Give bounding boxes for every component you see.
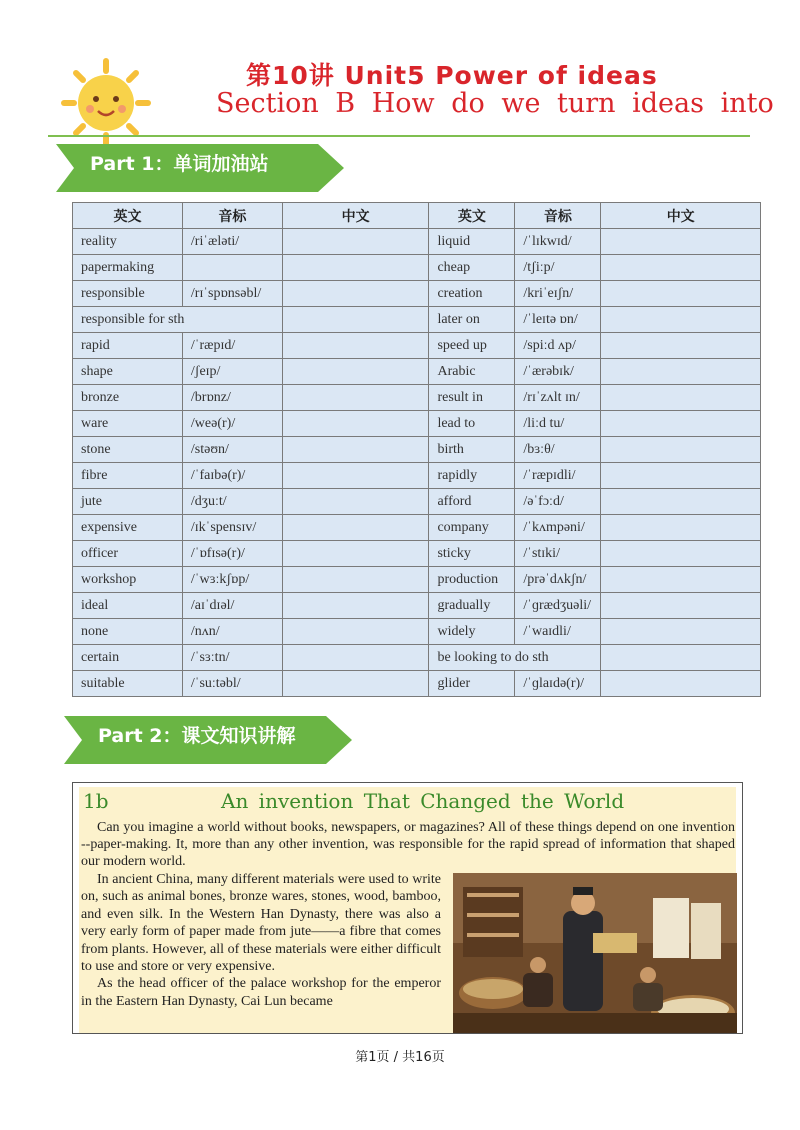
chinese-cell xyxy=(282,307,429,333)
chinese-cell xyxy=(601,411,761,437)
phonetic-cell: /kriˈeɪʃn/ xyxy=(515,281,601,307)
chinese-cell xyxy=(282,645,429,671)
word-cell: stone xyxy=(73,437,183,463)
table-row xyxy=(73,645,761,671)
word-cell: responsible xyxy=(73,281,183,307)
reading-passage xyxy=(72,782,743,1034)
phonetic-cell: /ˈwɜːkʃɒp/ xyxy=(182,567,282,593)
chinese-cell xyxy=(282,255,429,281)
word-cell: widely xyxy=(429,619,515,645)
word-cell: company xyxy=(429,515,515,541)
word-cell: birth xyxy=(429,437,515,463)
chinese-cell xyxy=(282,359,429,385)
phonetic-cell: /ˈræpɪd/ xyxy=(182,333,282,359)
phonetic-cell: /ˈwaɪdli/ xyxy=(515,619,601,645)
word-cell: certain xyxy=(73,645,183,671)
chinese-cell xyxy=(601,307,761,333)
chinese-cell xyxy=(282,463,429,489)
table-row xyxy=(73,229,761,255)
chinese-cell xyxy=(282,489,429,515)
chinese-cell xyxy=(282,593,429,619)
chinese-cell xyxy=(601,359,761,385)
word-cell: rapid xyxy=(73,333,183,359)
chinese-cell xyxy=(282,671,429,697)
chinese-cell xyxy=(601,229,761,255)
word-cell: rapidly xyxy=(429,463,515,489)
table-row xyxy=(73,385,761,411)
phonetic-cell: /brɒnz/ xyxy=(182,385,282,411)
chinese-cell xyxy=(601,567,761,593)
table-row xyxy=(73,671,761,697)
paragraph-2: In ancient China, many different materials were used to write on, such as animal bones, bronze wares, stones, wood, bamboo, and even silk. In the Western Han Dynasty, there was also a very early form of paper made from jute——a fibre that comes from plants. However, all of these materials were either difficult to use and store or very expensive. xyxy=(81,872,441,975)
word-cell: speed up xyxy=(429,333,515,359)
part2-banner xyxy=(64,716,354,764)
phonetic-cell: /əˈfɔːd/ xyxy=(515,489,601,515)
chinese-cell xyxy=(601,489,761,515)
word-cell: lead to xyxy=(429,411,515,437)
paragraph-1: Can you imagine a world without books, newspapers, or magazines? All of these things depend on one invention --paper-making. It, more than any other invention, was responsible for the rapid spread of information that shaped our modern world. xyxy=(81,820,735,869)
table-row xyxy=(73,359,761,385)
word-cell: suitable xyxy=(73,671,183,697)
header-phonetic: 音标 xyxy=(515,203,601,229)
phonetic-cell: /aɪˈdɪəl/ xyxy=(182,593,282,619)
chinese-cell xyxy=(601,645,761,671)
table-row xyxy=(73,593,761,619)
word-cell: gradually xyxy=(429,593,515,619)
word-cell: result in xyxy=(429,385,515,411)
chinese-cell xyxy=(601,515,761,541)
vocabulary-table xyxy=(72,202,761,697)
phonetic-cell: /ˈsɜːtn/ xyxy=(182,645,282,671)
header-english: 英文 xyxy=(429,203,515,229)
chinese-cell xyxy=(282,619,429,645)
chinese-cell xyxy=(601,593,761,619)
table-row xyxy=(73,411,761,437)
word-cell: none xyxy=(73,619,183,645)
phonetic-cell: /ˈstɪki/ xyxy=(515,541,601,567)
papermaking-workshop-illustration xyxy=(453,873,737,1034)
word-cell: reality xyxy=(73,229,183,255)
header-chinese: 中文 xyxy=(601,203,761,229)
word-cell: glider xyxy=(429,671,515,697)
part1-banner xyxy=(56,144,346,192)
phonetic-cell: /prəˈdʌkʃn/ xyxy=(515,567,601,593)
table-row xyxy=(73,333,761,359)
phonetic-cell: /bɜːθ/ xyxy=(515,437,601,463)
chinese-cell xyxy=(282,437,429,463)
chinese-cell xyxy=(601,619,761,645)
word-cell: papermaking xyxy=(73,255,183,281)
word-cell: cheap xyxy=(429,255,515,281)
phonetic-cell: /liːd tu/ xyxy=(515,411,601,437)
part2-label: Part 2：课文知识讲解 xyxy=(98,725,296,747)
table-row xyxy=(73,541,761,567)
table-row xyxy=(73,515,761,541)
word-cell: workshop xyxy=(73,567,183,593)
header-chinese: 中文 xyxy=(282,203,429,229)
chinese-cell xyxy=(282,385,429,411)
phonetic-cell: /ˈleɪtə ɒn/ xyxy=(515,307,601,333)
passage-intro xyxy=(81,819,735,870)
chinese-cell xyxy=(282,229,429,255)
word-cell: jute xyxy=(73,489,183,515)
word-cell: production xyxy=(429,567,515,593)
phonetic-cell: /rɪˈzʌlt ɪn/ xyxy=(515,385,601,411)
phonetic-cell: /ɪkˈspensɪv/ xyxy=(182,515,282,541)
word-cell: afford xyxy=(429,489,515,515)
word-cell: bronze xyxy=(73,385,183,411)
chinese-cell xyxy=(282,567,429,593)
word-cell: be looking to do sth xyxy=(429,645,601,671)
page-number: 第1页 / 共16页 xyxy=(355,1050,445,1065)
part1-label: Part 1：单词加油站 xyxy=(90,153,269,175)
phonetic-cell: /ˈɡrædʒuəli/ xyxy=(515,593,601,619)
chinese-cell xyxy=(282,333,429,359)
chinese-cell xyxy=(282,515,429,541)
page-title: 第10讲 Unit5 Power of ideas xyxy=(246,61,658,90)
chinese-cell xyxy=(601,255,761,281)
word-cell: responsible for sth xyxy=(73,307,283,333)
phonetic-cell: /ˈkʌmpəni/ xyxy=(515,515,601,541)
page-subtitle: Section B How do we turn ideas into xyxy=(216,88,774,119)
word-cell: officer xyxy=(73,541,183,567)
phonetic-cell: /rɪˈspɒnsəbl/ xyxy=(182,281,282,307)
title-divider xyxy=(48,135,750,137)
phonetic-cell: /ˈlɪkwɪd/ xyxy=(515,229,601,255)
word-cell: Arabic xyxy=(429,359,515,385)
word-cell: creation xyxy=(429,281,515,307)
word-cell: shape xyxy=(73,359,183,385)
word-cell: ideal xyxy=(73,593,183,619)
chinese-cell xyxy=(601,281,761,307)
table-row xyxy=(73,255,761,281)
chinese-cell xyxy=(282,281,429,307)
chinese-cell xyxy=(601,541,761,567)
chinese-cell xyxy=(282,411,429,437)
table-row xyxy=(73,281,761,307)
word-cell: expensive xyxy=(73,515,183,541)
phonetic-cell: /ˈræpɪdli/ xyxy=(515,463,601,489)
phonetic-cell: /nʌn/ xyxy=(182,619,282,645)
phonetic-cell: /weə(r)/ xyxy=(182,411,282,437)
table-row xyxy=(73,489,761,515)
phonetic-cell: /spiːd ʌp/ xyxy=(515,333,601,359)
word-cell: ware xyxy=(73,411,183,437)
phonetic-cell: /tʃiːp/ xyxy=(515,255,601,281)
phonetic-cell: /ˈsuːtəbl/ xyxy=(182,671,282,697)
header-phonetic: 音标 xyxy=(182,203,282,229)
phonetic-cell: /ˈɡlaɪdə(r)/ xyxy=(515,671,601,697)
phonetic-cell: /ˈærəbɪk/ xyxy=(515,359,601,385)
phonetic-cell: /dʒuːt/ xyxy=(182,489,282,515)
chinese-cell xyxy=(601,437,761,463)
passage-title: An invention That Changed the World xyxy=(221,789,625,813)
word-cell: fibre xyxy=(73,463,183,489)
phonetic-cell: /stəʊn/ xyxy=(182,437,282,463)
word-cell: later on xyxy=(429,307,515,333)
paragraph-3: As the head officer of the palace workshop for the emperor in the Eastern Han Dynasty, Cai Lun became xyxy=(81,976,441,1009)
word-cell: sticky xyxy=(429,541,515,567)
table-row xyxy=(73,437,761,463)
header-english: 英文 xyxy=(73,203,183,229)
table-row xyxy=(73,619,761,645)
passage-body xyxy=(81,871,441,1010)
passage-label: 1b xyxy=(83,789,109,813)
phonetic-cell: /ʃeɪp/ xyxy=(182,359,282,385)
word-cell: liquid xyxy=(429,229,515,255)
phonetic-cell xyxy=(182,255,282,281)
phonetic-cell: /ˈfaɪbə(r)/ xyxy=(182,463,282,489)
chinese-cell xyxy=(601,463,761,489)
table-row xyxy=(73,307,761,333)
table-header-row xyxy=(73,203,761,229)
chinese-cell xyxy=(601,671,761,697)
chinese-cell xyxy=(601,333,761,359)
table-row xyxy=(73,463,761,489)
chinese-cell xyxy=(601,385,761,411)
chinese-cell xyxy=(282,541,429,567)
phonetic-cell: /ˈɒfɪsə(r)/ xyxy=(182,541,282,567)
phonetic-cell: /riˈæləti/ xyxy=(182,229,282,255)
table-row xyxy=(73,567,761,593)
